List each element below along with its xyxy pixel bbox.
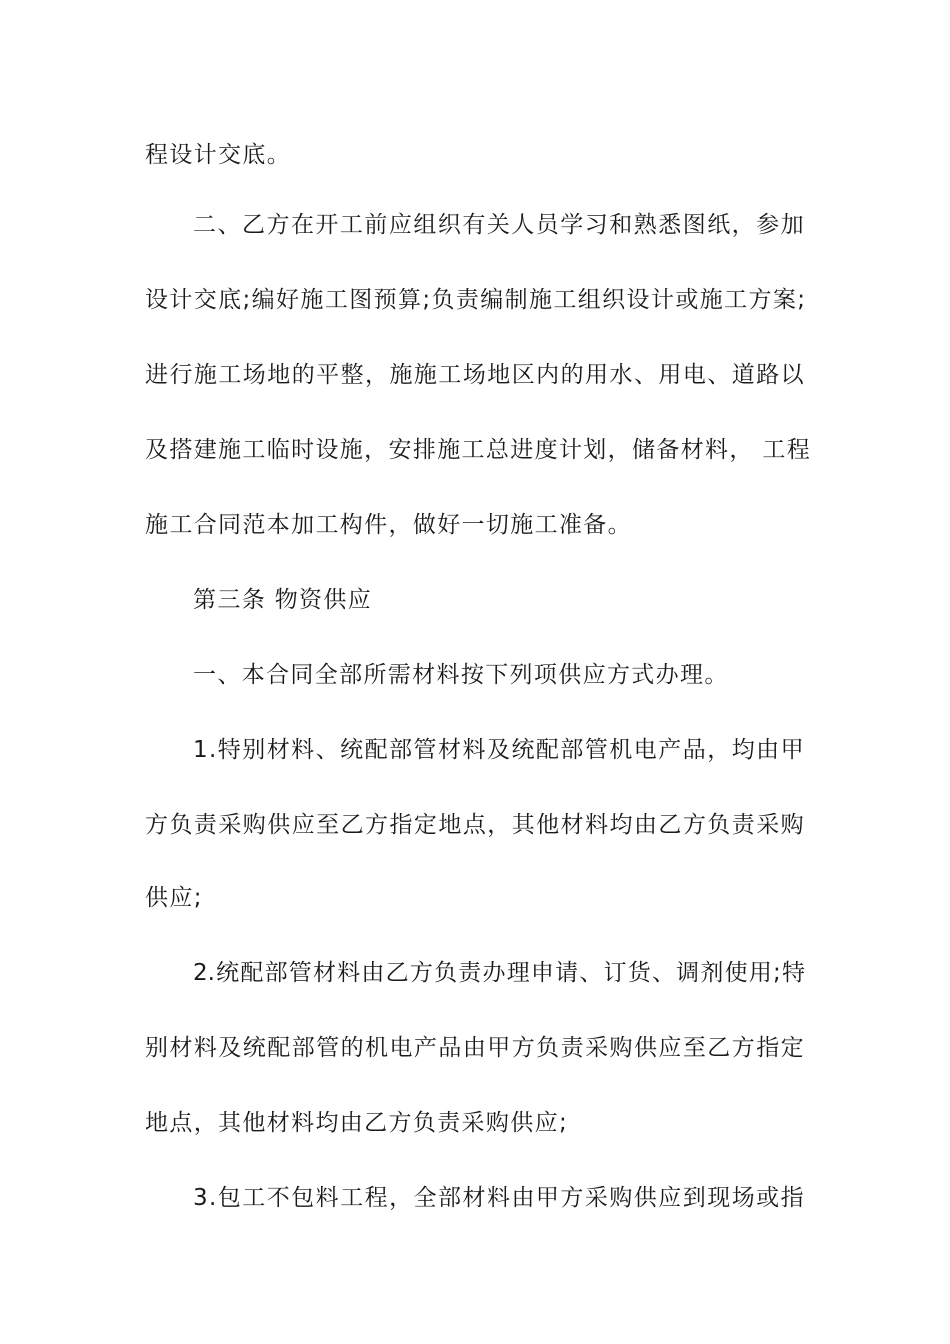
- text-line-11: 供应;: [145, 885, 203, 911]
- text-line-9: 1.特别材料、统配部管材料及统配部管机电产品，均由甲: [193, 737, 805, 763]
- text-line-12: 2.统配部管材料由乙方负责办理申请、订货、调剂使用;特: [193, 960, 805, 986]
- text-line-8: 一、本合同全部所需材料按下列项供应方式办理。: [193, 662, 729, 688]
- section-heading: 第三条 物资供应: [193, 587, 373, 613]
- text-line-6: 施工合同范本加工构件，做好一切施工准备。: [145, 512, 632, 538]
- text-line-15: 3.包工不包料工程，全部材料由甲方采购供应到现场或指: [193, 1185, 805, 1211]
- text-line-3: 设计交底;编好施工图预算;负责编制施工组织设计或施工方案;: [145, 287, 805, 313]
- text-line-13: 别材料及统配部管的机电产品由甲方负责采购供应至乙方指定: [145, 1035, 805, 1061]
- text-line-14: 地点，其他材料均由乙方负责采购供应;: [145, 1110, 569, 1136]
- text-line-10: 方负责采购供应至乙方指定地点，其他材料均由乙方负责采购: [145, 812, 805, 838]
- text-line-1: 程设计交底。: [145, 142, 292, 168]
- text-line-4: 进行施工场地的平整，施施工场地区内的用水、用电、道路以: [145, 362, 805, 388]
- text-line-2: 二、乙方在开工前应组织有关人员学习和熟悉图纸，参加: [193, 212, 805, 238]
- text-line-5: 及搭建施工临时设施，安排施工总进度计划，储备材料， 工程: [145, 437, 812, 463]
